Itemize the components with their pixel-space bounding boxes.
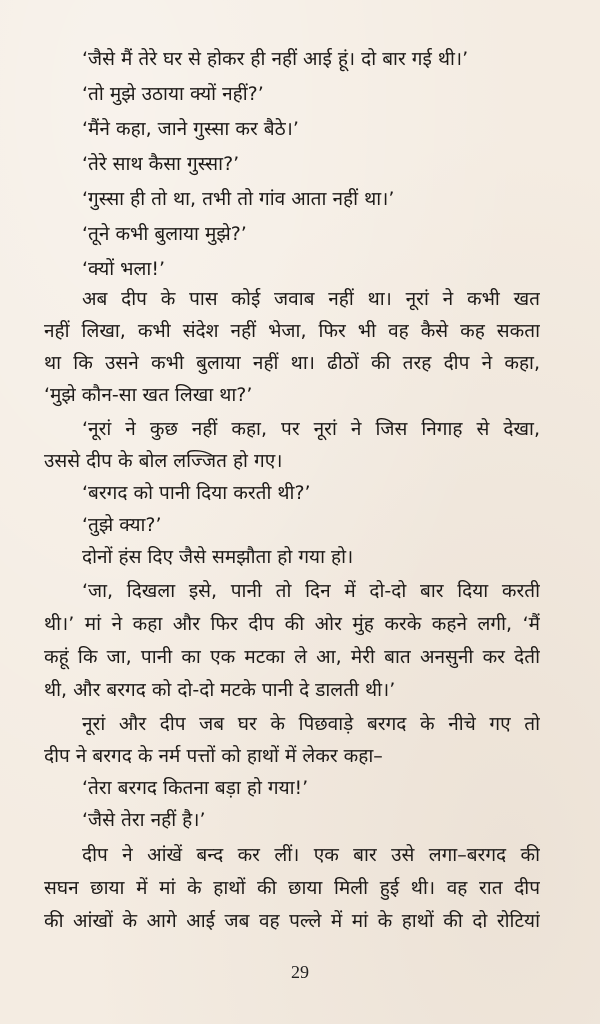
text-line: अब दीप के पास कोई जवाब नहीं था। नूरां ने कभी खत [82,288,540,310]
text-line: की आंखों के आगे आई जब वह पल्ले में मां के हाथों की दो रोटियां [44,910,540,932]
text-line: ‘तुझे क्या?’ [82,514,162,536]
text-line: कहूं कि जा, पानी का एक मटका ले आ, मेरी बात अनसुनी कर देती [44,646,540,668]
text-line: उससे दीप के बोल लज्जित हो गए। [44,450,283,472]
text-line: ‘तेरे साथ कैसा गुस्सा?’ [82,153,240,175]
text-line: ‘जैसे मैं तेरे घर से होकर ही नहीं आई हूं। दो बार गई थी।’ [82,48,469,70]
text-line: दोनों हंस दिए जैसे समझौता हो गया हो। [82,546,354,568]
text-line: दीप ने आंखें बन्द कर लीं। एक बार उसे लगा–बरगद की [82,844,540,866]
text-line: ‘मुझे कौन-सा खत लिखा था?’ [44,384,253,406]
text-line: ‘क्यों भला!’ [82,258,166,280]
text-line: ‘बरगद को पानी दिया करती थी?’ [82,482,311,504]
text-line: नहीं लिखा, कभी संदेश नहीं भेजा, फिर भी वह कैसे कह सकता [44,320,540,342]
text-line: ‘नूरां ने कुछ नहीं कहा, पर नूरां ने जिस निगाह से देखा, [82,418,540,440]
text-line: था कि उसने कभी बुलाया नहीं था। ढीठों की तरह दीप ने कहा, [44,352,540,374]
text-line: थी, और बरगद को दो-दो मटके पानी दे डालती थी।’ [44,679,396,701]
text-line: ‘गुस्सा ही तो था, तभी तो गांव आता नहीं था।’ [82,188,395,210]
text-line: सघन छाया में मां के हाथों की छाया मिली हुई थी। वह रात दीप [44,877,540,899]
text-line: ‘तूने कभी बुलाया मुझे?’ [82,223,247,245]
text-line: ‘जैसे तेरा नहीं है।’ [82,809,206,831]
text-line: ‘तो मुझे उठाया क्यों नहीं?’ [82,83,264,105]
text-line: थी।’ मां ने कहा और फिर दीप की ओर मुंह करके कहने लगी, ‘मैं [44,613,540,635]
text-line: दीप ने बरगद के नर्म पत्तों को हाथों में लेकर कहा– [44,745,383,767]
text-line: नूरां और दीप जब घर के पिछवाड़े बरगद के नीचे गए तो [82,713,540,735]
page-number: 29 [291,962,309,982]
text-line: ‘जा, दिखला इसे, पानी तो दिन में दो-दो बार दिया करती [82,580,540,602]
text-line: ‘मैंने कहा, जाने गुस्सा कर बैठे।’ [82,118,299,140]
text-line: ‘तेरा बरगद कितना बड़ा हो गया!’ [82,777,309,799]
